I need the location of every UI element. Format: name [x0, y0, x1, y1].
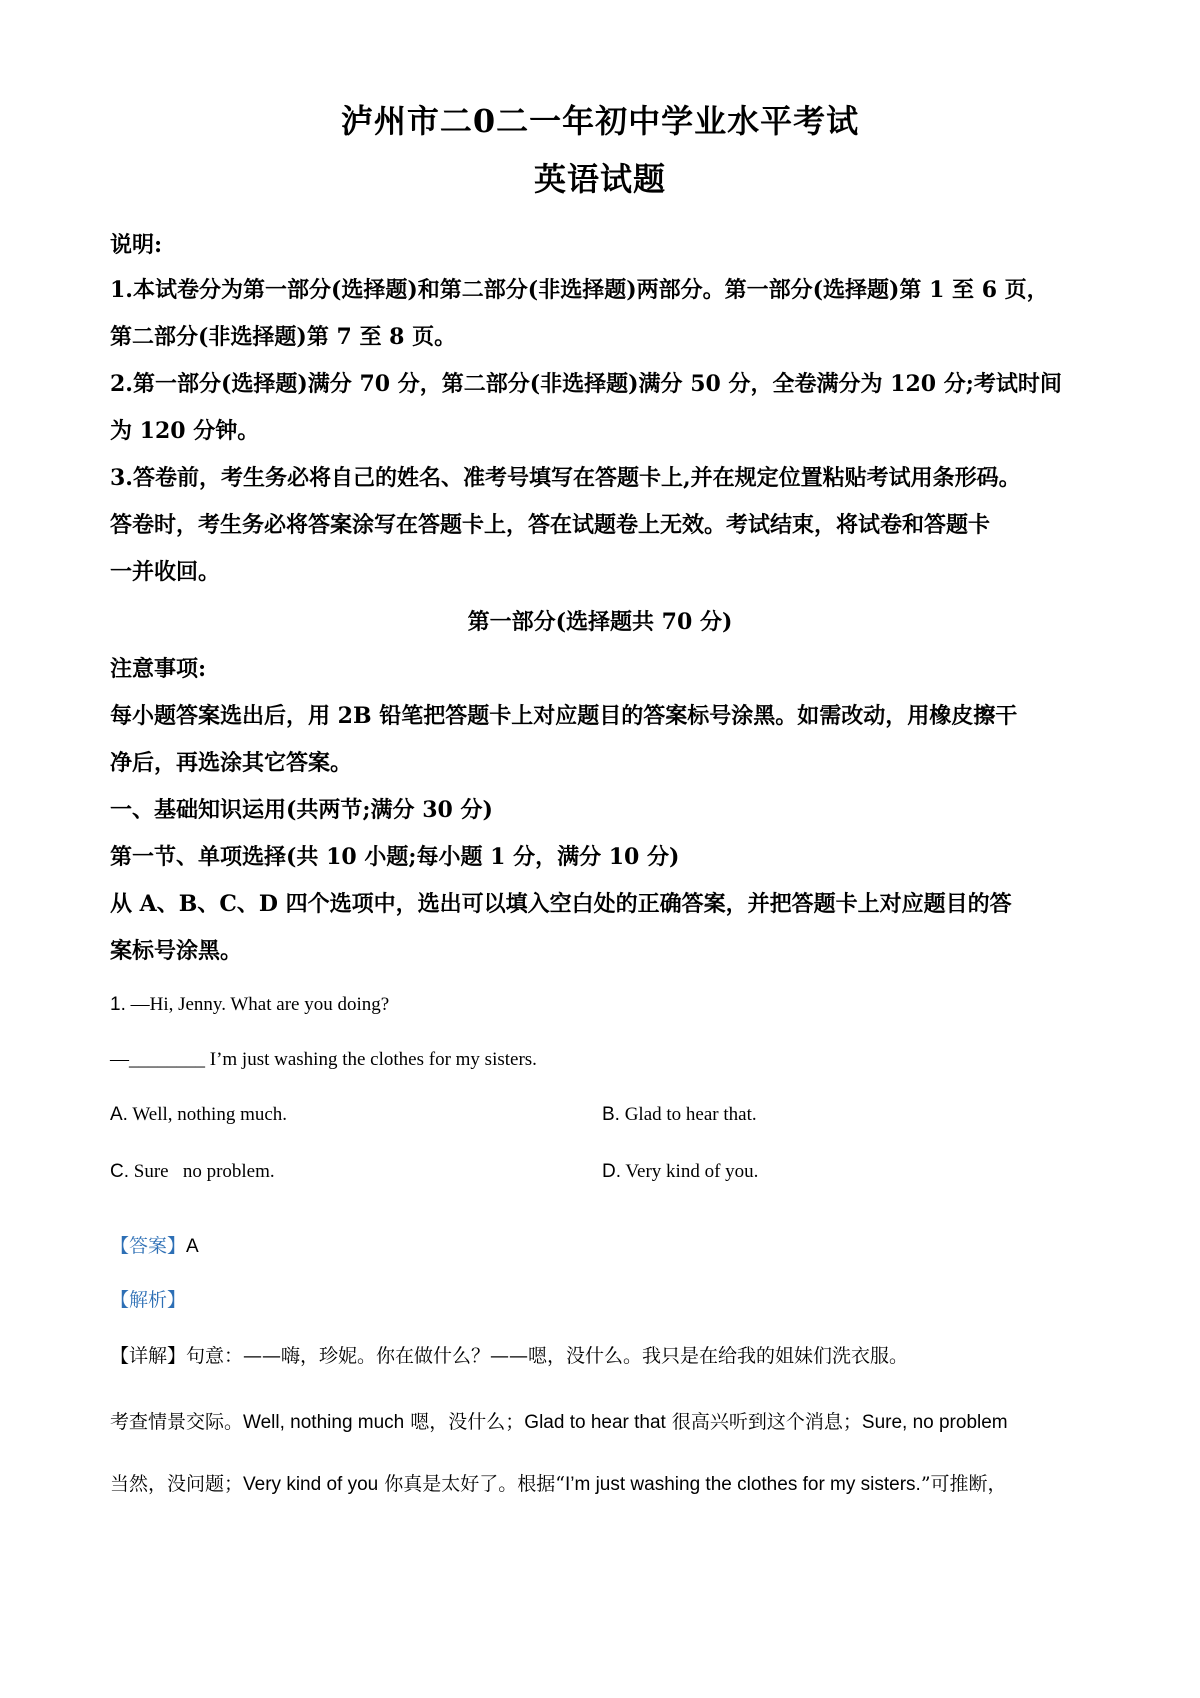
instruction-line: 为 120 分钟。 — [110, 418, 260, 444]
question-prompt — [110, 994, 389, 1016]
answer-line — [110, 1231, 199, 1258]
explanation-text: 嗯，没什么； — [404, 1411, 525, 1433]
subsection-heading: 第一节、单项选择(共 10 小题;每小题 1 分，满分 10 分) — [110, 844, 680, 870]
directions-line: 从 A、B、C、D 四个选项中，选出可以填入空白处的正确答案，并把答题卡上对应题目的答 — [110, 891, 1012, 917]
explanation-text: 你真是太好了。根据“ — [378, 1473, 565, 1495]
explanation-english: Very kind of you — [243, 1474, 379, 1495]
question-number: 1. — [110, 994, 126, 1015]
option-d — [602, 1161, 758, 1183]
answer-value: A — [186, 1236, 199, 1257]
notes-heading: 注意事项: — [110, 656, 207, 682]
analysis-line — [110, 1285, 186, 1312]
option-letter: B. — [602, 1104, 620, 1125]
part-one-heading: 第一部分(选择题共 70 分) — [467, 609, 733, 635]
option-letter: A. — [110, 1104, 128, 1125]
explanation-line — [110, 1407, 1008, 1434]
instruction-line: 2.第一部分(选择题)满分 70 分，第二部分(非选择题)满分 50 分，全卷满分为 120 分;考试时间 — [110, 371, 1062, 397]
explanation-text: 当然，没问题； — [110, 1473, 244, 1495]
page-subtitle: 英语试题 — [533, 160, 666, 198]
explanation-english: Glad to hear that — [524, 1412, 666, 1433]
analysis-label: 【解析】 — [110, 1289, 187, 1311]
section-heading: 一、基础知识运用(共两节;满分 30 分) — [110, 797, 493, 823]
instruction-line: 答卷时，考生务必将答案涂写在答题卡上，答在试题卷上无效。考试结束，将试卷和答题卡 — [110, 512, 991, 538]
question-prompt-text: —Hi, Jenny. What are you doing? — [130, 994, 390, 1015]
instruction-line: 1.本试卷分为第一部分(选择题)和第二部分(非选择题)两部分。第一部分(选择题)第 1 至 6 页， — [110, 277, 1049, 303]
instructions-heading: 说明: — [110, 232, 163, 258]
option-letter: D. — [602, 1161, 621, 1182]
option-c — [110, 1161, 275, 1183]
explanation-text: 考查情景交际。 — [110, 1411, 244, 1433]
option-text: Very kind of you. — [625, 1161, 759, 1182]
option-letter: C. — [110, 1161, 129, 1182]
option-text: Well, nothing much. — [132, 1104, 288, 1125]
explanation-text: 很高兴听到这个消息； — [665, 1411, 862, 1433]
option-text: Glad to hear that. — [624, 1104, 757, 1125]
detail-label: 【详解】 — [110, 1345, 187, 1367]
option-text: Sure no problem. — [133, 1161, 275, 1182]
notes-line: 净后，再选涂其它答案。 — [110, 750, 353, 776]
option-a — [110, 1104, 287, 1126]
detail-text: 句意：——嗨，珍妮。你在做什么？——嗯，没什么。我只是在给我的姐妹们洗衣服。 — [186, 1345, 909, 1367]
instruction-line: 3.答卷前，考生务必将自己的姓名、准考号填写在答题卡上,并在规定位置粘贴考试用条形码。 — [110, 465, 1021, 491]
explanation-english: Sure, no problem — [861, 1412, 1008, 1433]
page-title: 泸州市二0二一年初中学业水平考试 — [340, 102, 860, 140]
notes-line: 每小题答案选出后，用 2B 铅笔把答题卡上对应题目的答案标号涂黑。如需改动，用橡皮擦干 — [110, 703, 1018, 729]
directions-line: 案标号涂黑。 — [110, 938, 243, 964]
explanation-line — [110, 1469, 1007, 1496]
explanation-text: ”可推断， — [920, 1473, 1007, 1495]
explanation-english: Well, nothing much — [243, 1412, 405, 1433]
question-response: —________ I’m just washing the clothes for my sisters. — [110, 1049, 537, 1070]
instruction-line: 一并收回。 — [110, 559, 221, 585]
explanation-english: I’m just washing the clothes for my sisters. — [564, 1474, 921, 1495]
instruction-line: 第二部分(非选择题)第 7 至 8 页。 — [110, 324, 457, 350]
answer-label: 【答案】 — [110, 1235, 187, 1257]
detail-line — [110, 1341, 908, 1368]
option-b — [602, 1104, 757, 1126]
